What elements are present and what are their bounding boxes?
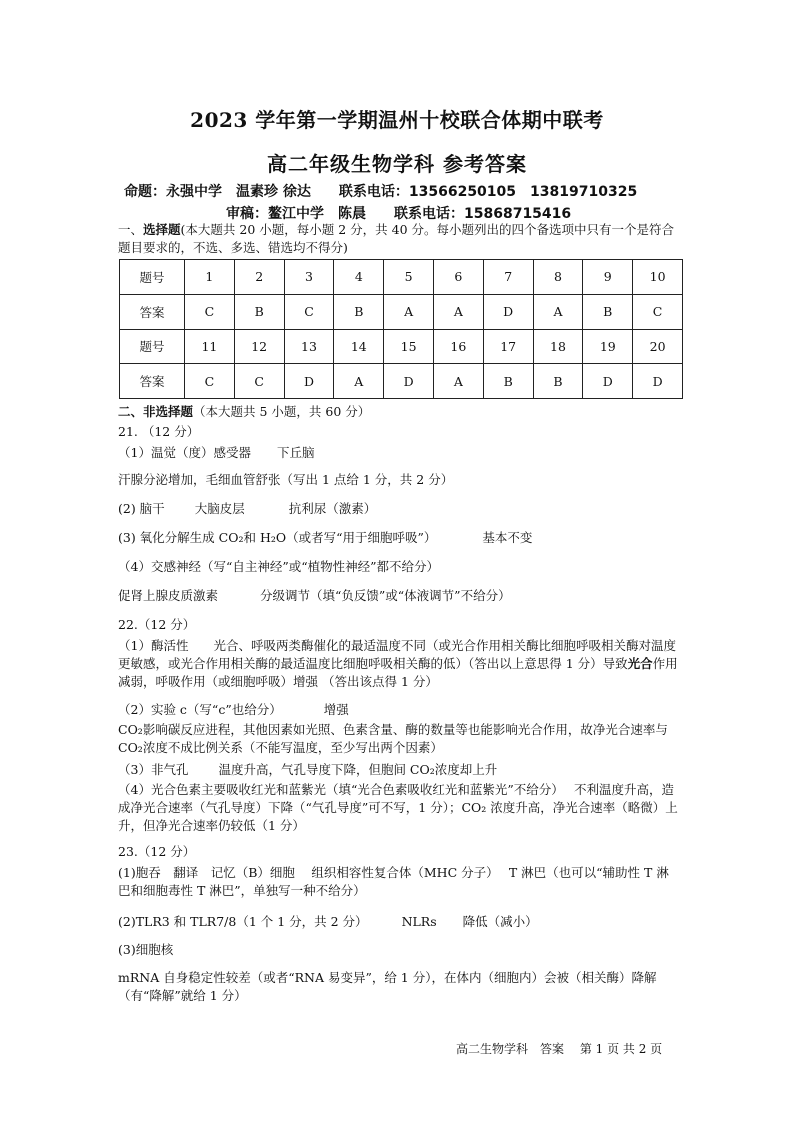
q21-line4 [118,529,532,547]
table-row [120,364,683,399]
q22-head: 22.（12 分） [118,617,196,632]
cell-q: 14 [334,329,384,364]
q23-para1: (1)胞吞 翻译 记忆（B）细胞 组织相容性复合体（MHC 分子） T 淋巴（也可以“辅助性 T 淋巴和细胞毒性 T 淋巴”，单独写一种不给分） [118,865,669,898]
q21-head: 21. （12 分） [118,424,200,439]
cell-a: D [633,364,683,399]
cell-q: 19 [583,329,633,364]
row-label-a: 答案 [120,294,185,329]
cell-a: C [633,294,683,329]
cell-q: 10 [633,260,683,295]
q23-head: 23.（12 分） [118,844,196,859]
cell-a: B [583,294,633,329]
q21-l6b: 分级调节（填“负反馈”或“体液调节”不给分） [260,588,511,603]
q22-para3: CO₂影响碳反应进程，其他因素如光照、色素含量、酶的数量等也能影响光合作用，故净光合速率与 CO₂浓度不成比例关系（不能写温度，至少写出两个因素） [118,722,668,755]
section-1-heading [118,221,678,257]
q21-line6 [118,587,511,605]
table-row [120,260,683,295]
cell-q: 18 [533,329,583,364]
cell-a: D [384,364,434,399]
cell-a: D [284,364,334,399]
cell-a: B [234,294,284,329]
cell-q: 12 [234,329,284,364]
section-2-heading [118,403,370,421]
cell-q: 16 [433,329,483,364]
section-1-prefix: 一、 [118,222,144,237]
cell-a: A [433,364,483,399]
q23-p2b: NLRs [401,914,437,929]
table-row [120,294,683,329]
q21-l4b: 基本不变 [482,530,533,545]
section-2-desc: （本大题共 5 小题，共 60 分） [193,404,371,419]
exam-subtitle: 高二年级生物学科 参考答案 [267,152,527,176]
cell-a: D [483,294,533,329]
cell-a: B [533,364,583,399]
q22-para4 [118,761,497,779]
q21-l6a: 促肾上腺皮质激素 [118,588,219,603]
authors-line-1: 命题：永强中学 温素珍 徐达 联系电话：13566250105 13819710325 [124,184,638,200]
q21-line3 [118,500,376,518]
q22-p4b: 温度升高，气孔导度下降，但胞间 CO₂浓度却上升 [218,762,498,777]
section-1-title: 选择题 [143,222,181,237]
cell-q: 6 [433,260,483,295]
cell-a: A [334,364,384,399]
cell-a: A [433,294,483,329]
cell-q: 2 [234,260,284,295]
authors-line-2: 审稿：鳌江中学 陈晨 联系电话：15868715416 [226,206,572,222]
q21-l4a: (3) 氧化分解生成 CO₂和 H₂O（或者写“用于细胞呼吸”） [118,530,437,545]
q21-line5: （4）交感神经（写“自主神经”或“植物性神经”都不给分） [118,559,440,574]
section-1-desc: (本大题共 20 小题，每小题 2 分，共 40 分。每小题列出的四个备选项中只有一个是符合题目要求的，不选、多选、错选均不得分) [118,222,675,255]
exam-title: 2023 学年第一学期温州十校联合体期中联考 [190,108,604,132]
q22-p2b: 增强 [323,702,349,717]
row-label-q: 题号 [120,329,185,364]
q22-p1c: 作用减弱，呼吸作用（或细胞呼吸）增强 （答出该点得 1 分） [118,656,678,689]
cell-q: 7 [483,260,533,295]
answer-table [119,259,683,399]
cell-a: C [284,294,334,329]
q21-l1a: （1）温觉（度）感受器 [118,445,251,460]
q23-p2a: (2)TLR3 和 TLR7/8（1 个 1 分，共 2 分） [118,914,368,929]
cell-a: C [185,364,235,399]
cell-q: 3 [284,260,334,295]
cell-q: 5 [384,260,434,295]
row-label-q: 题号 [120,260,185,295]
q23-para4: mRNA 自身稳定性较差（或者“RNA 易变异”，给 1 分），在体内（细胞内）会被（相关酶）降解（有“降解”就给 1 分） [118,970,657,1003]
cell-a: A [384,294,434,329]
cell-q: 13 [284,329,334,364]
table-row [120,329,683,364]
q23-p2c: 降低（减小） [462,914,538,929]
cell-q: 4 [334,260,384,295]
page-footer: 高二生物学科 答案 第 1 页 共 2 页 [456,1042,663,1056]
cell-q: 17 [483,329,533,364]
q22-p1b: 光合 [627,656,653,671]
cell-a: C [185,294,235,329]
cell-q: 1 [185,260,235,295]
cell-a: A [533,294,583,329]
q22-para5: （4）光合色素主要吸收红光和蓝紫光（填“光合色素吸收红光和蓝紫光”不给分） 不利温度升高，造成净光合速率（气孔导度）下降（“气孔导度”可不写，1 分）；CO₂ 浓度升高，净光合速率（略微）上升，但净光合速率仍较低（1 分） [118,782,678,833]
q23-para3: (3)细胞核 [118,942,174,957]
row-label-a: 答案 [120,364,185,399]
cell-q: 20 [633,329,683,364]
cell-a: B [334,294,384,329]
section-2-prefix: 二、 [118,404,144,419]
cell-q: 8 [533,260,583,295]
cell-a: D [583,364,633,399]
cell-a: B [483,364,533,399]
q22-para2 [118,701,349,719]
cell-q: 15 [384,329,434,364]
cell-q: 9 [583,260,633,295]
q21-l3b: 大脑皮层 [194,501,245,516]
cell-a: C [234,364,284,399]
section-2-title: 非选择题 [143,404,194,419]
q22-p2a: （2）实验 c（写“c”也给分） [118,702,282,717]
q22-para1 [118,637,678,691]
cell-q: 11 [185,329,235,364]
q21-line1 [118,444,314,462]
q21-l3a: (2) 脑干 [118,501,165,516]
q21-line2: 汗腺分泌增加，毛细血管舒张（写出 1 点给 1 分，共 2 分） [118,472,454,487]
q22-p4a: （3）非气孔 [118,762,189,777]
q22-p1a: （1）酶活性 光合、呼吸两类酶催化的最适温度不同（或光合作用相关酶比细胞呼吸相关酶对温度更敏感，或光合作用相关酶的最适温度比细胞呼吸相关酶的低）（答出以上意思得 1 分）导致 [118,638,676,671]
q21-l1b: 下丘脑 [276,445,315,460]
q23-para2 [118,913,538,931]
q21-l3c: 抗利尿（激素） [288,501,377,516]
